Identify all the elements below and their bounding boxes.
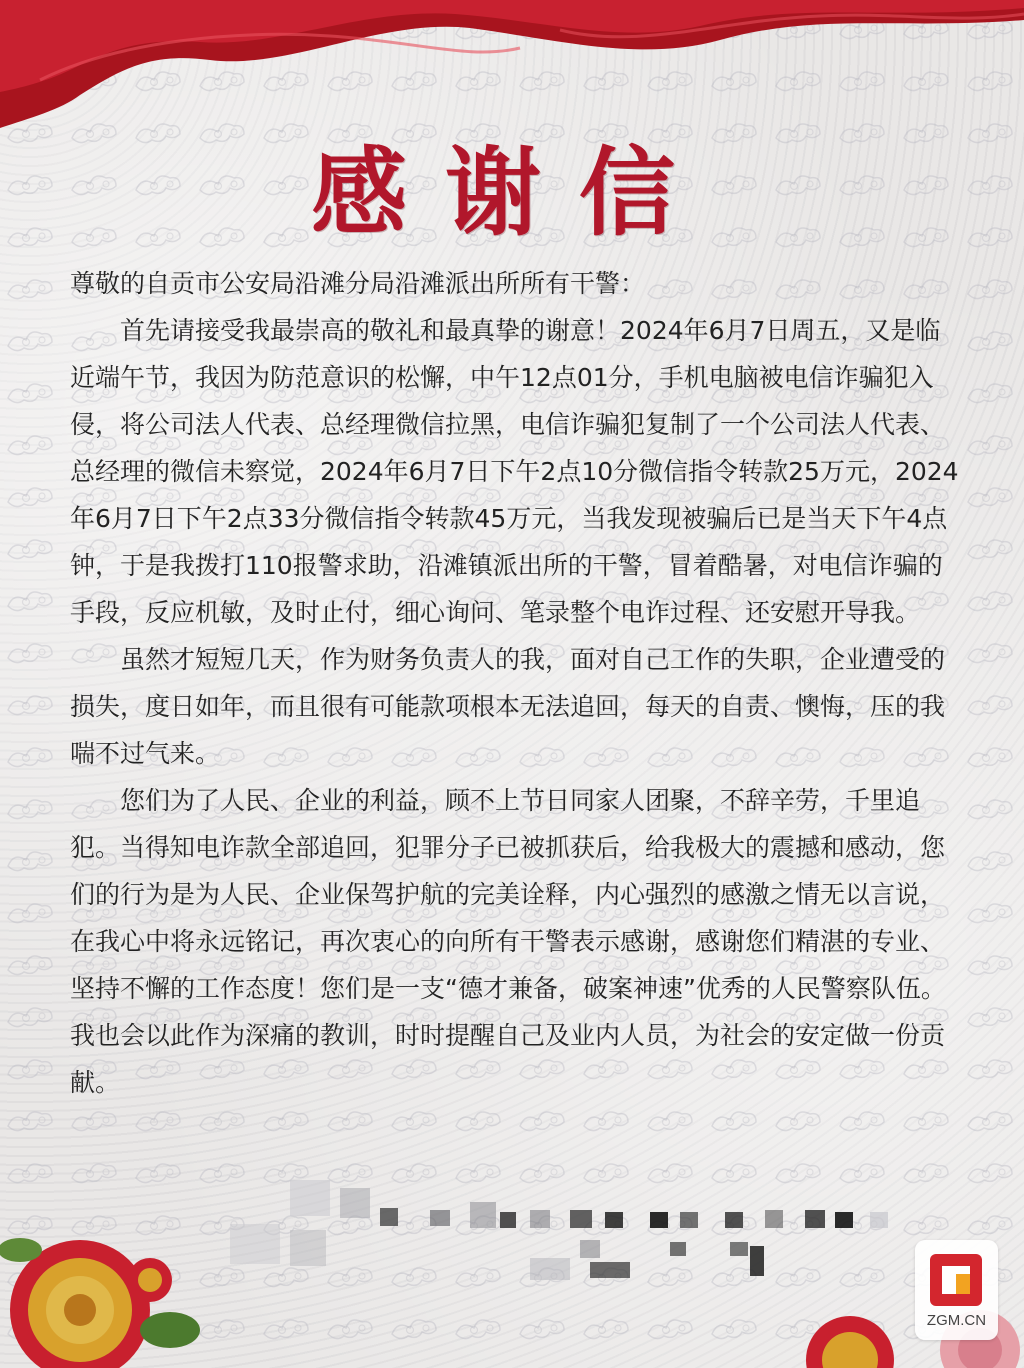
- site-watermark: [915, 1240, 998, 1340]
- paragraph-1: 首先请接受我最崇高的敬礼和最真挚的谢意！2024年6月7日周五，又是临近端午节，我因为防范意识的松懈，中午12点01分，手机电脑被电信诈骗犯入侵，将公司法人代表、总经理微信拉黑，电信诈骗犯复制了一个公司法人代表、总经理的微信未察觉，2024年6月7日下午2点10分微信指令转款25万元，2024年6月7日下午2点33分微信指令转款45万元，当我发现被骗后已是当天下午4点钟，于是我拨打110报警求助，沿滩镇派出所的干警，冒着酷暑，对电信诈骗的手段，反应机敏，及时止付，细心询问、笔录整个电诈过程、还安慰开导我。: [70, 316, 959, 627]
- salutation: 尊敬的自贡市公安局沿滩分局沿滩派出所所有干警：: [70, 269, 646, 298]
- peony-flower-decoration: [0, 1210, 230, 1368]
- letter-title: 感谢信: [311, 136, 713, 249]
- watermark-text: ZGM.CN: [926, 1312, 987, 1329]
- zgm-logo-icon: [926, 1250, 986, 1310]
- signature-mosaic-redacted: [230, 1180, 950, 1290]
- paragraph-3: 您们为了人民、企业的利益，顾不上节日同家人团聚，不辞辛劳，千里追犯。当得知电诈款全部追回，犯罪分子已被抓获后，给我极大的震撼和感动，您们的行为是为人民、企业保驾护航的完美诠释，内心强烈的感激之情无以言说，在我心中将永远铭记，再次衷心的向所有干警表示感谢，感谢您们精湛的专业、坚持不懈的工作态度！您们是一支“德才兼备，破案神速”优秀的人民警察队伍。我也会以此作为深痛的教训，时时提醒自己及业内人员，为社会的安定做一份贡献。: [70, 786, 946, 1097]
- paragraph-2: 虽然才短短几天，作为财务负责人的我，面对自己工作的失职，企业遭受的损失，度日如年，而且很有可能款项根本无法追回，每天的自责、懊悔，压的我喘不过气来。: [70, 645, 946, 768]
- letter-body: [70, 260, 960, 1106]
